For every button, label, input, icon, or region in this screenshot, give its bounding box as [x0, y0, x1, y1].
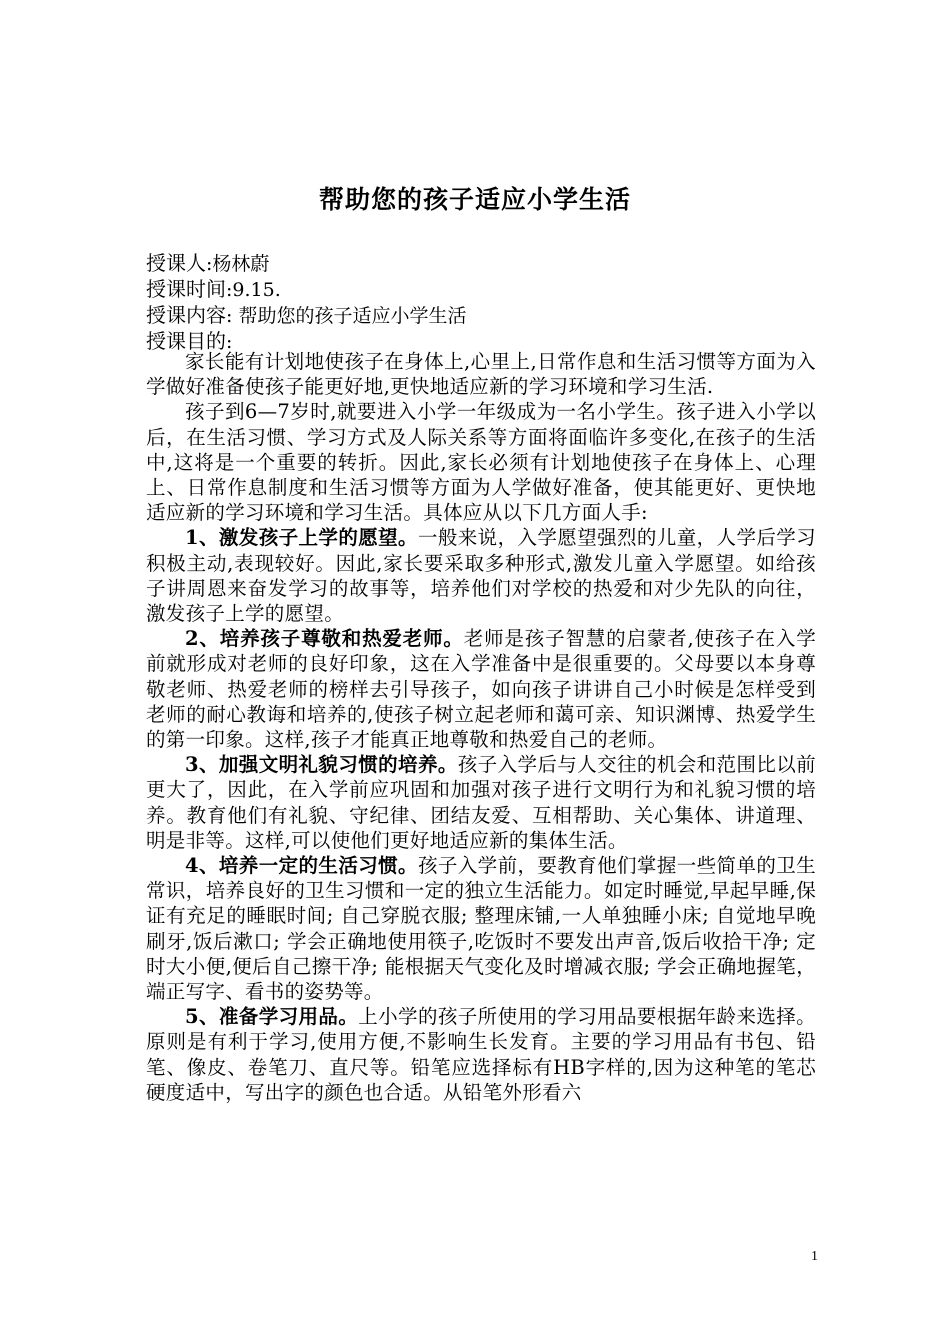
lesson-content-value: 帮助您的孩子适应小学生活 [238, 305, 467, 327]
paragraph-point-4 [146, 853, 816, 1004]
paragraph-point-2 [146, 626, 816, 752]
paragraph-goal [146, 349, 816, 399]
paragraph-point-5-heading: 5、准备学习用品。 [185, 1005, 359, 1029]
paragraph-point-4-text: 孩子入学前，要教育他们掌握一些简单的卫生常识，培养良好的卫生习惯和一定的独立生活能力。如定时睡觉,早起早睡,保证有充足的睡眠时间; 自己穿脱衣服; 整理床铺,一人单独睡小床; 自觉地早晚刷牙,饭后漱口; 学会正确地使用筷子,吃饭时不要发出声音,饭后收拾干净; 定时大小便,便后自己擦干净; 能根据天气变化及时增减衣服; 学会正确地握笔，端正写字、看书的姿势等。 [146, 854, 816, 1004]
lesson-teacher-label: 授课人 [146, 251, 206, 275]
paragraph-point-2-heading: 2、培养孩子尊敬和热爱老师。 [185, 627, 464, 651]
lesson-goal-separator: : [226, 331, 233, 353]
paragraph-point-3-text: 孩子入学后与人交往的机会和范围比以前更大了，因此，在入学前应巩固和加强对孩子进行文明行为和礼貌习惯的培养。教育他们有礼貌、守纪律、团结友爱、互相帮助、关心集体、讲道理、明是非等。这样,可以使他们更好地适应新的集体生活。 [146, 753, 816, 852]
lesson-time-line [146, 277, 816, 303]
paragraph-point-3-heading: 3、加强文明礼貌习惯的培养。 [185, 753, 458, 777]
document-body [146, 349, 816, 1105]
paragraph-point-3 [146, 752, 816, 853]
paragraph-point-5-text: 上小学的孩子所使用的学习用品要根据年龄来选择。原则是有利于学习,使用方便,不影响生长发育。主要的学习用品有书包、铅笔、像皮、卷笔刀、直尺等。铅笔应选择标有HB字样的,因为这种笔的笔芯硬度适中，写出字的颜色也合适。从铅笔外形看六 [146, 1005, 816, 1104]
lesson-content-separator: : [226, 305, 239, 327]
paragraph-goal-text: 家长能有计划地使孩子在身体上,心里上,日常作息和生活习惯等方面为入学做好准备使孩子能更好地,更快地适应新的学习环境和学习生活. [146, 350, 816, 399]
lesson-goal-label: 授课目的 [146, 329, 226, 353]
paragraph-point-4-heading: 4、培养一定的生活习惯。 [185, 854, 418, 878]
lesson-teacher-line [146, 251, 816, 277]
page-number: 1 [811, 1249, 818, 1264]
lesson-info [146, 251, 816, 355]
lesson-time-value: 9.15. [232, 279, 281, 301]
paragraph-point-2-text: 老师是孩子智慧的启蒙者,使孩子在入学前就形成对老师的良好印象，这在入学准备中是很重要的。父母要以本身尊敬老师、热爱老师的榜样去引导孩子，如向孩子讲讲自己小时候是怎样受到老师的耐心教诲和培养的,使孩子树立起老师和蔼可亲、知识渊博、热爱学生的第一印象。这样,孩子才能真正地尊敬和热爱自己的老师。 [146, 627, 816, 752]
paragraph-point-1 [146, 525, 816, 626]
paragraph-intro [146, 399, 816, 525]
paragraph-point-1-text: 一般来说，入学愿望强烈的儿童，人学后学习积极主动,表现较好。因此,家长要采取多种形式,激发儿童入学愿望。如给孩子讲周恩来奋发学习的故事等，培养他们对学校的热爱和对少先队的向往，激发孩子上学的愿望。 [146, 526, 816, 626]
paragraph-point-1-heading: 1、激发孩子上学的愿望。 [185, 526, 418, 550]
document-title: 帮助您的孩子适应小学生活 [318, 185, 631, 214]
lesson-content-line [146, 303, 816, 329]
lesson-time-label: 授课时间 [146, 277, 226, 301]
paragraph-point-5 [146, 1004, 816, 1105]
lesson-teacher-value: 杨林蔚 [212, 253, 270, 275]
paragraph-intro-text: 孩子到6—7岁时,就要进入小学一年级成为一名小学生。孩子进入小学以后，在生活习惯、学习方式及人际关系等方面将面临许多变化,在孩子的生活中,这将是一个重要的转折。因此,家长必须有计划地使孩子在身体上、心理上、日常作息制度和生活习惯等方面为人学做好准备，使其能更好、更快地适应新的学习环境和学习生活。具体应从以下几方面人手: [146, 400, 816, 525]
lesson-teacher-separator: : [206, 253, 213, 275]
lesson-content-label: 授课内容 [146, 303, 226, 327]
lesson-time-separator: : [226, 279, 233, 301]
